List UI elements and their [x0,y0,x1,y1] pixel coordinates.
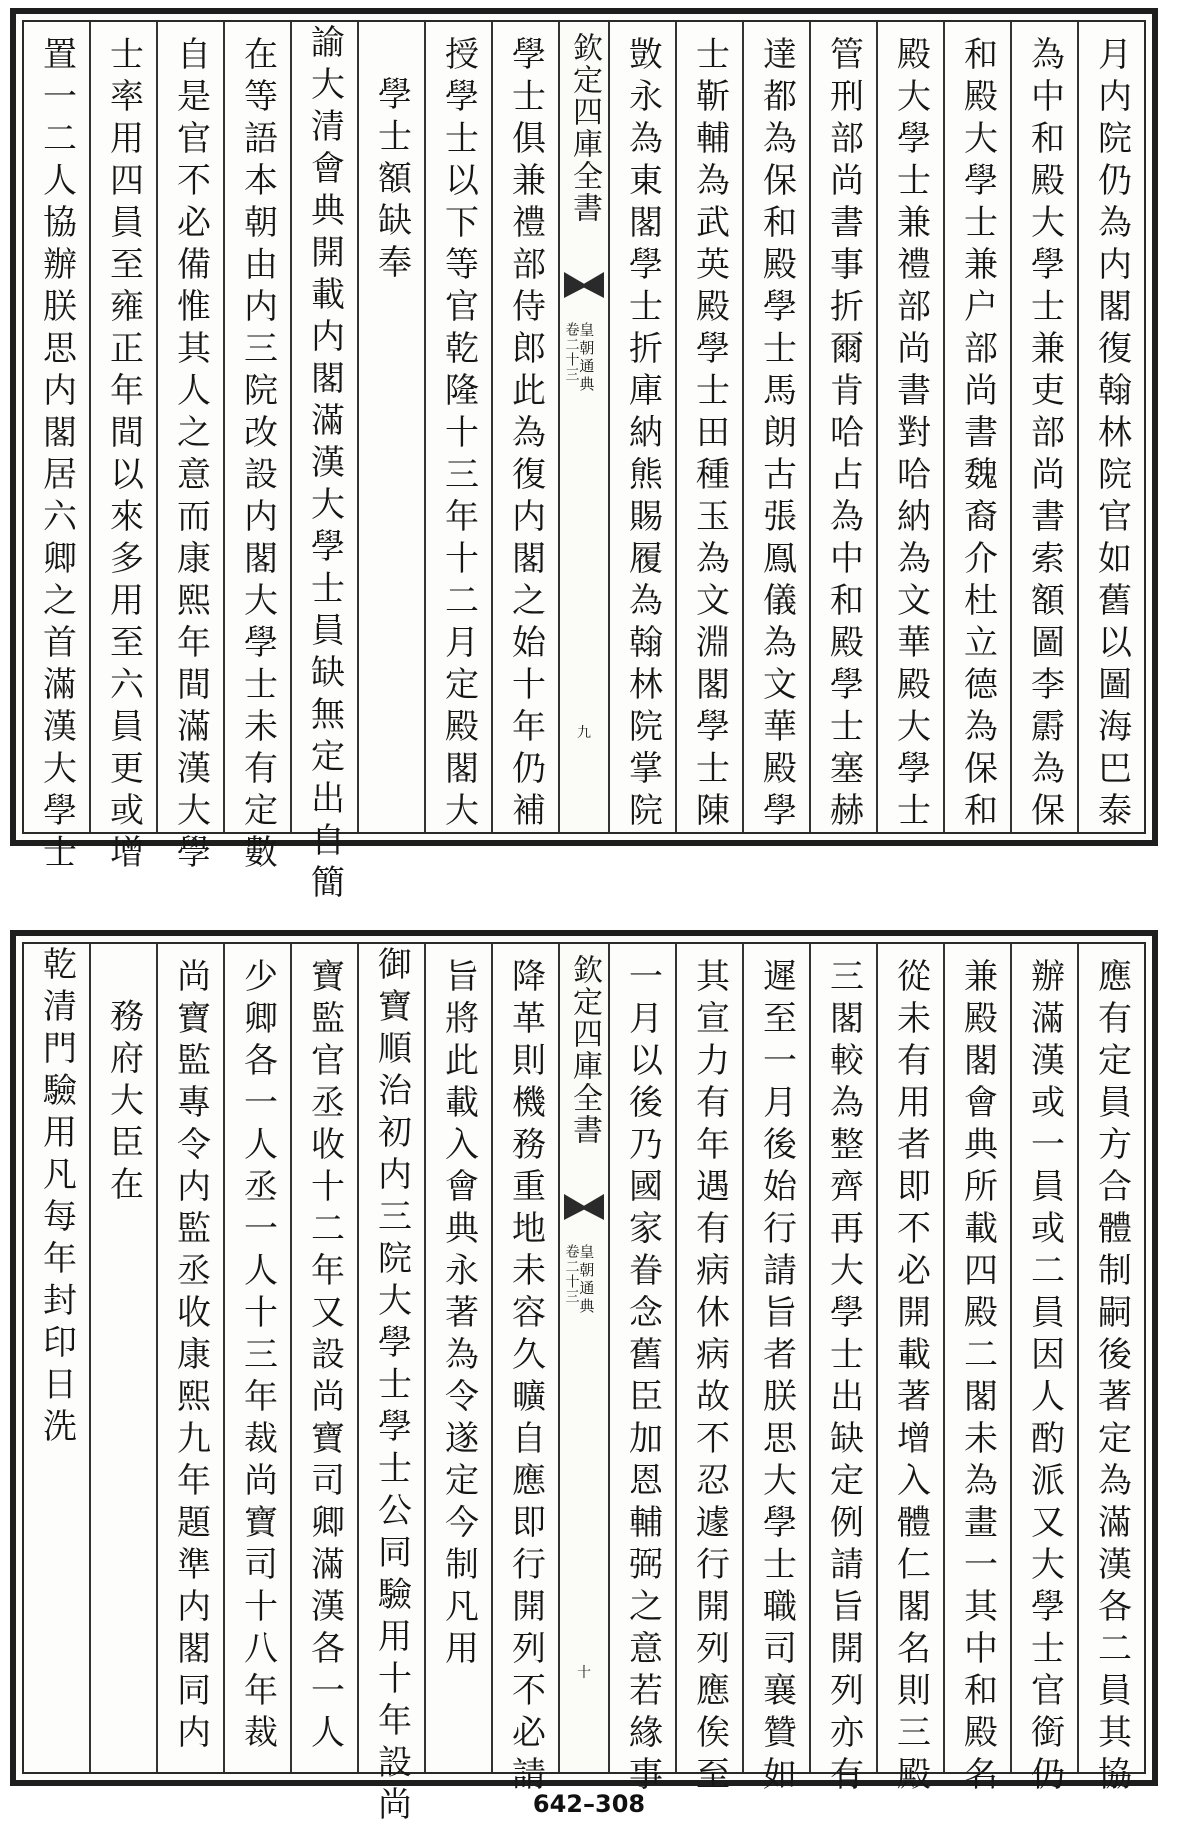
juan-number: 卷二十三 [563,1244,580,1304]
publication-title: 皇朝通典 [577,322,596,394]
column-text: 在等語本朝由内三院改設内閣大學士未有定數 [237,36,278,876]
leaf-number: 九 [577,725,591,741]
leaf-number: 十 [577,1665,591,1681]
column-text: 遲至一月後始行請旨者朕思大學士職司襄贊如 [756,958,797,1798]
text-column [290,944,357,1772]
fishtail-mark-icon [564,1194,604,1220]
top-page-columns [24,22,1144,906]
column-text: 學士額缺奉 [371,76,412,286]
column-text: 少卿各一人丞一人十三年裁尚寶司十八年裁 [237,958,278,1756]
text-column [357,944,424,1828]
column-text: 月内院仍為内閣復翰林院官如舊以圖海巴泰 [1091,36,1132,834]
column-text: 降革則機務重地未容久曠自應即行開列不必請 [505,958,546,1798]
text-column [943,22,1010,832]
text-column [608,944,675,1798]
center-fold-column [558,22,608,832]
book-title: 欽定四庫全書 [567,32,602,224]
text-column [424,944,491,1772]
top-page [10,8,1158,906]
column-text: 敳永為東閣學士折庫納熊賜履為翰林院掌院 [622,36,663,834]
text-column [491,944,558,1798]
text-column [876,944,943,1798]
column-text: 自是官不必備惟其人之意而康熙年間滿漢大學 [170,36,211,876]
text-column [742,944,809,1798]
column-text: 諭大清會典開載内閣滿漢大學士員缺無定出自簡 [304,24,345,906]
text-column [357,22,424,832]
text-column [89,944,156,1772]
juan-number: 卷二十三 [563,322,580,382]
column-text: 兼殿閣會典所載四殿二閣未為畫一其中和殿名 [957,958,998,1798]
text-column [156,944,223,1772]
column-text: 寶監官丞收十二年又設尚寶司卿滿漢各一人 [304,958,345,1756]
column-text: 授學士以下等官乾隆十三年十二月定殿閣大 [438,36,479,834]
column-text: 從未有用者即不必開載著增入體仁閣名則三殿 [890,958,931,1798]
text-column [24,22,89,876]
text-column [156,22,223,876]
column-text: 殿大學士兼禮部尚書對哈納為文華殿大學士 [890,36,931,834]
column-text: 管刑部尚書事折爾肯哈占為中和殿學士塞赫 [823,36,864,834]
column-text: 辦滿漢或一員或二員因人酌派又大學士官銜仍 [1024,958,1065,1798]
column-text: 和殿大學士兼户部尚書魏裔介杜立德為保和 [957,36,998,834]
text-column [24,944,89,1772]
column-text: 乾清門驗用凡每年封印日洗 [36,946,77,1450]
column-text: 一月以後乃國家眷念舊臣加恩輔弼之意若緣事 [622,958,663,1798]
page-number: 642–308 [532,1790,646,1818]
fishtail-mark-icon [564,272,604,298]
column-text: 置一二人協辦朕思内閣居六卿之首滿漢大學士 [36,36,77,876]
column-text: 三閣較為整齊再大學士出缺定例請旨開列亦有 [823,958,864,1798]
text-column [1010,944,1077,1798]
column-text: 學士俱兼禮部侍郎此為復内閣之始十年仍補 [505,36,546,834]
column-text: 旨將此載入會典永著為令遂定今制凡用 [438,958,479,1672]
text-column [424,22,491,832]
column-text: 達都為保和殿學士馬朗古張鳯儀為文華殿學 [756,36,797,834]
text-column [1010,22,1077,832]
text-column [876,22,943,832]
text-column [223,944,290,1772]
text-column [290,22,357,906]
book-title: 欽定四庫全書 [567,954,602,1146]
text-column [742,22,809,832]
column-text: 士率用四員至雍正年間以來多用至六員更或增 [103,36,144,876]
column-text: 御寶順治初内三院大學士學士公同驗用十年設尚 [371,946,412,1828]
column-text: 應有定員方合體制嗣後著定為滿漢各二員其協 [1091,958,1132,1798]
text-column [608,22,675,832]
column-text: 為中和殿大學士兼吏部尚書索額圖李霨為保 [1024,36,1065,834]
text-column [223,22,290,876]
column-text: 士靳輔為武英殿學士田種玉為文淵閣學士陳 [689,36,730,834]
text-column [809,944,876,1798]
publication-title: 皇朝通典 [577,1244,596,1316]
text-column [675,944,742,1798]
text-column [1077,22,1144,832]
text-column [89,22,156,876]
column-text: 務府大臣在 [103,998,144,1208]
text-column [1077,944,1144,1798]
text-column [943,944,1010,1798]
column-text: 其宣力有年遇有病休病故不忍遽行開列應俟至 [689,958,730,1798]
column-text: 尚寶監專令内監丞收康熙九年題準内閣同内 [170,958,211,1756]
text-column [809,22,876,832]
center-fold-column [558,944,608,1772]
text-column [675,22,742,832]
text-column [491,22,558,832]
